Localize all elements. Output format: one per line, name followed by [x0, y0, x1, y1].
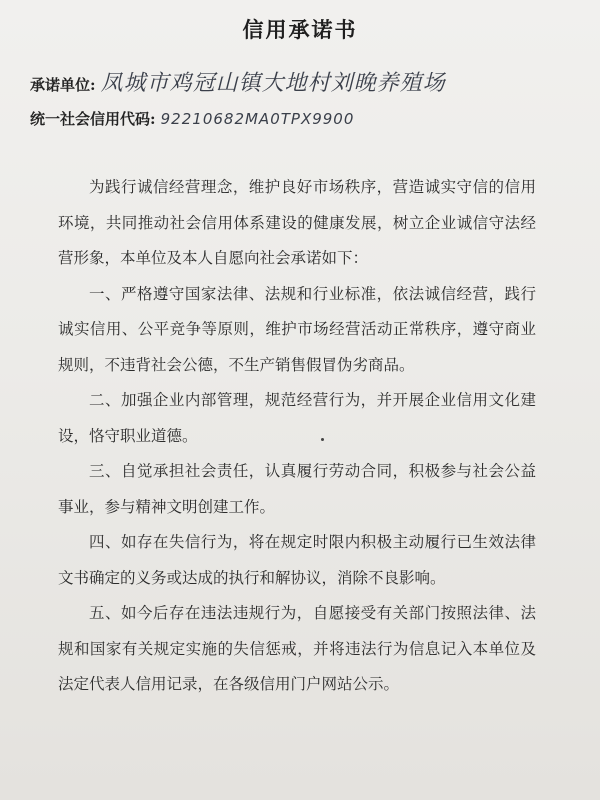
credit-code-field	[30, 108, 354, 129]
clause-paragraph-1: 一、严格遵守国家法律、法规和行业标准，依法诚信经营，践行诚实信用、公平竞争等原则，维护市场经营活动正常秩序，遵守商业规则，不违背社会公德，不生产销售假冒伪劣商品。	[58, 284, 536, 374]
clause-paragraph-2: 二、加强企业内部管理，规范经营行为，并开展企业信用文化建设，恪守职业道德。	[58, 391, 536, 445]
document-title: 信用承诺书	[242, 17, 358, 42]
credit-code-value: 92210682MA0TPX9900	[160, 110, 355, 128]
clause-paragraph-3: 三、自觉承担社会责任，认真履行劳动合同，积极参与社会公益事业，参与精神文明创建工作。	[58, 462, 536, 516]
credit-code-label: 统一社会信用代码:	[30, 110, 156, 128]
intro-paragraph: 为践行诚信经营理念，维护良好市场秩序，营造诚实守信的信用环境，共同推动社会信用体系建设的健康发展，树立企业诚信守法经营形象，本单位及本人自愿向社会承诺如下：	[58, 178, 536, 267]
commitment-unit-field	[30, 66, 446, 97]
commitment-unit-label: 承诺单位:	[30, 76, 96, 94]
clause-paragraph-5: 五、如今后存在违法违规行为，自愿接受有关部门按照法律、法规和国家有关规定实施的失信惩戒，并将违法行为信息记入本单位及法定代表人信用记录，在各级信用门户网站公示。	[58, 604, 536, 693]
clause-paragraph-4: 四、如存在失信行为，将在规定时限内积极主动履行已生效法律文书确定的义务或达成的执行和解协议，消除不良影响。	[58, 533, 536, 587]
document-body	[58, 170, 536, 703]
commitment-unit-value: 凤城市鸡冠山镇大地村刘晚养殖场	[100, 71, 446, 96]
stray-ink-dot	[321, 438, 324, 441]
